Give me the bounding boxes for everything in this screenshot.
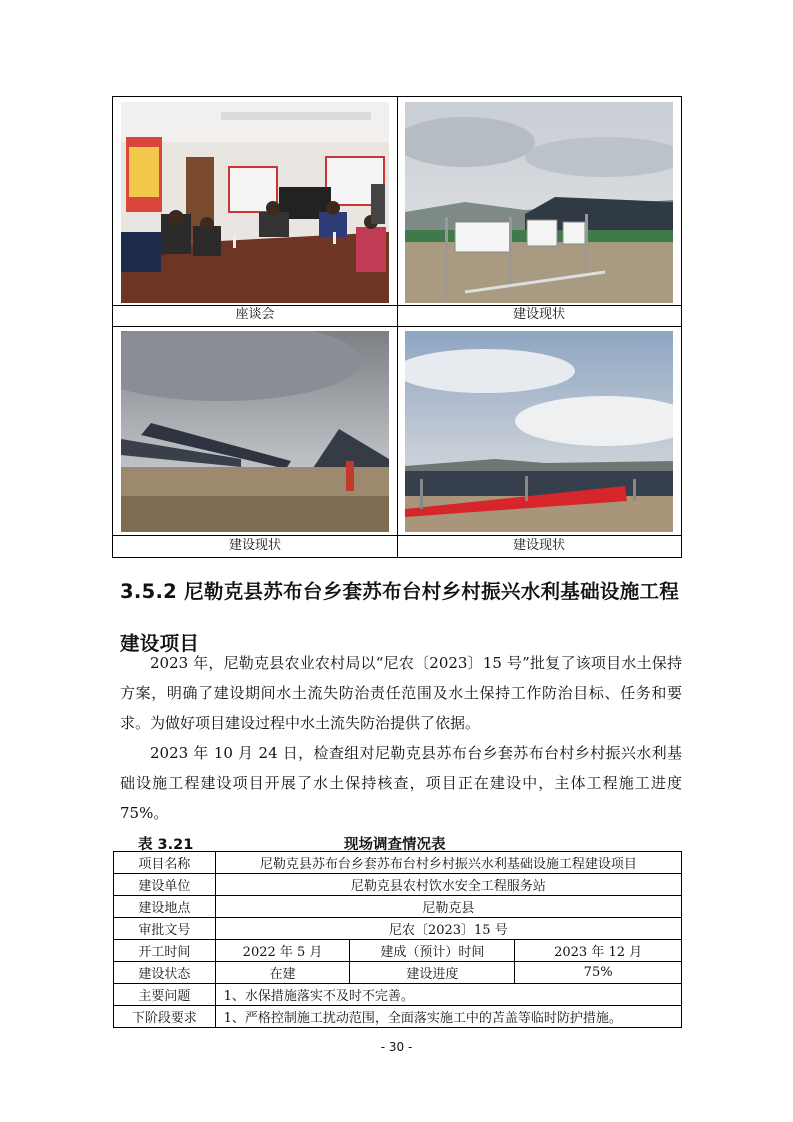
photo-caption: 建设现状 — [512, 538, 565, 553]
table-row — [114, 962, 682, 984]
table-row — [114, 1006, 682, 1028]
photo-grid — [112, 96, 682, 558]
table-label: 下阶段要求 — [114, 1006, 216, 1028]
table-value: 尼勒克县 — [215, 896, 681, 918]
table-row — [114, 874, 682, 896]
body-paragraph: 2023 年，尼勒克县农业农村局以“尼农〔2023〕15 号”批复了该项目水土保持方案，明确了建设期间水土流失防治责任范围及水土保持工作防治目标、任务和要求。为做好项目建设过程中水土流失防治提供了依据。 — [120, 654, 682, 732]
construction-site-photo — [405, 102, 673, 303]
table-row — [114, 918, 682, 940]
table-title: 现场调查情况表 — [344, 837, 446, 853]
photo-caption: 建设现状 — [512, 307, 565, 322]
table-label: 审批文号 — [114, 918, 216, 940]
table-label: 建设单位 — [114, 874, 216, 896]
body-paragraph: 2023 年 10 月 24 日，检查组对尼勒克县苏布台乡套苏布台村乡村振兴水利基础设施工程建设项目开展了水土保持核查，项目正在建设中，主体工程施工进度 75%。 — [120, 744, 682, 822]
solar-field-banner-photo — [405, 331, 673, 532]
grid-divider — [113, 326, 681, 327]
table-label: 建设状态 — [114, 962, 216, 984]
photo-caption: 建设现状 — [228, 538, 281, 553]
table-value: 2022 年 5 月 — [215, 940, 350, 962]
table-label: 建成（预计）时间 — [350, 940, 515, 962]
table-number: 表 3.21 — [138, 837, 194, 853]
survey-table — [113, 851, 682, 1028]
table-label: 开工时间 — [114, 940, 216, 962]
section-heading: 3.5.2 尼勒克县苏布台乡套苏布台村乡村振兴水利基础设施工程建设项目 — [120, 580, 680, 655]
table-row — [114, 852, 682, 874]
table-label: 主要问题 — [114, 984, 216, 1006]
table-value: 1、严格控制施工扰动范围，全面落实施工中的苫盖等临时防护措施。 — [215, 1006, 681, 1028]
solar-panels-photo — [121, 331, 389, 532]
table-value: 1、水保措施落实不及时不完善。 — [215, 984, 681, 1006]
table-value: 尼勒克县农村饮水安全工程服务站 — [215, 874, 681, 896]
table-value: 2023 年 12 月 — [515, 940, 682, 962]
grid-divider — [397, 97, 398, 557]
photo-caption: 座谈会 — [235, 307, 275, 322]
table-label: 项目名称 — [114, 852, 216, 874]
table-label: 建设进度 — [350, 962, 515, 984]
table-value: 尼农〔2023〕15 号 — [215, 918, 681, 940]
meeting-photo — [121, 102, 389, 303]
table-row — [114, 940, 682, 962]
table-row — [114, 984, 682, 1006]
table-value: 在建 — [215, 962, 350, 984]
table-value: 尼勒克县苏布台乡套苏布台村乡村振兴水利基础设施工程建设项目 — [215, 852, 681, 874]
table-label: 建设地点 — [114, 896, 216, 918]
page-number: - 30 - — [380, 1040, 413, 1054]
table-row — [114, 896, 682, 918]
table-value: 75% — [515, 962, 682, 984]
